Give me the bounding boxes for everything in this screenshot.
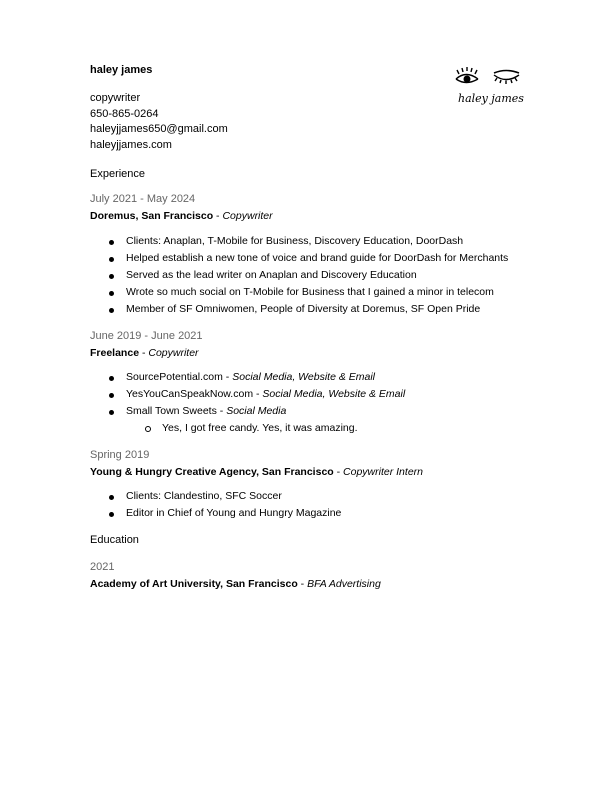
list-item: Wrote so much social on T-Mobile for Business that I gained a minor in telecom: [90, 284, 508, 301]
work-scope: Social Media, Website & Email: [232, 371, 376, 383]
job-separator: -: [213, 210, 223, 222]
job-role: [90, 466, 423, 478]
job-dates: Spring 2019: [90, 449, 150, 461]
job-title: Copywriter Intern: [343, 466, 423, 478]
bullet-separator: -: [216, 405, 227, 417]
education-heading: Education: [90, 534, 139, 546]
job-bullets: [90, 233, 508, 318]
list-item: Helped establish a new tone of voice and brand guide for DoorDash for Merchants: [90, 250, 508, 267]
phone-number: 650-865-0264: [90, 107, 159, 120]
school-name: Academy of Art University, San Francisco: [90, 578, 298, 590]
job-org: Freelance: [90, 347, 140, 359]
client-site: YesYouCanSpeakNow.com: [126, 388, 254, 400]
list-item: Clients: Clandestino, SFC Soccer: [90, 488, 341, 505]
education-entry: [90, 578, 381, 590]
job-role: [90, 210, 273, 222]
candidate-name: haley james: [90, 64, 153, 76]
job-dates: June 2019 - June 2021: [90, 330, 203, 342]
job-role: [90, 347, 199, 359]
contact-block: [90, 91, 228, 154]
work-scope: Social Media, Website & Email: [262, 388, 406, 400]
bullet-separator: -: [253, 388, 263, 400]
list-item: Clients: Anaplan, T-Mobile for Business, Discovery Education, DoorDash: [90, 233, 508, 250]
degree: BFA Advertising: [307, 578, 381, 590]
list-item: Editor in Chief of Young and Hungry Magazine: [90, 505, 341, 522]
job-bullets: [90, 369, 405, 437]
subtitle: copywriter: [90, 92, 141, 104]
client-site: SourcePotential.com: [126, 371, 223, 383]
job-separator: -: [333, 466, 344, 478]
list-item: Member of SF Omniwomen, People of Diversity at Doremus, SF Open Pride: [90, 301, 508, 318]
job-title: Copywriter: [222, 210, 273, 222]
education-date: 2021: [90, 561, 115, 573]
sub-list-item: Yes, I got free candy. Yes, it was amazing.: [90, 420, 405, 437]
job-org: Doremus, San Francisco: [90, 210, 214, 222]
website-url: haleyjjames.com: [90, 139, 172, 152]
job-org: Young & Hungry Creative Agency, San Francisco: [90, 466, 334, 478]
bullet-separator: -: [222, 371, 233, 383]
list-item: Served as the lead writer on Anaplan and Discovery Education: [90, 267, 508, 284]
job-separator: -: [139, 347, 149, 359]
list-item: [90, 386, 405, 403]
email-address: haleyjjames650@gmail.com: [90, 123, 228, 136]
client-site: Small Town Sweets: [126, 405, 217, 417]
experience-heading: Experience: [90, 168, 146, 180]
list-item: [90, 403, 405, 420]
logo-signature-text: haley james: [458, 92, 524, 105]
job-title: Copywriter: [148, 347, 199, 359]
list-item: [90, 369, 405, 386]
work-scope: Social Media: [226, 405, 287, 417]
eyes-logo-icon: [452, 66, 526, 110]
job-dates: July 2021 - May 2024: [90, 193, 196, 205]
education-separator: -: [297, 578, 308, 590]
job-bullets: [90, 488, 341, 522]
